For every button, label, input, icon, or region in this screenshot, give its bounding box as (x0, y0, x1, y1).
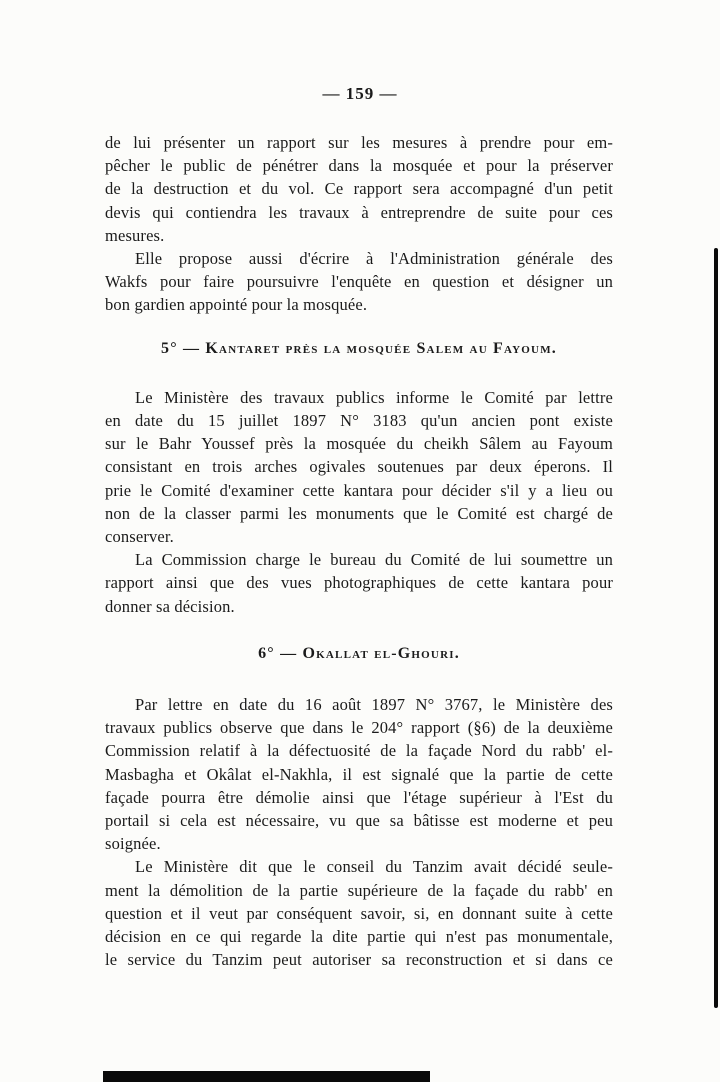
text-line: devis qui contiendra les travaux à entreprendre de suite pour ces (105, 202, 613, 222)
text-line: en date du 15 juillet 1897 N° 3183 qu'un ancien pont existe (105, 411, 613, 431)
text-line: façade pourra être démolie ainsi que l'étage supérieur à l'Est du (105, 787, 613, 807)
text-line: de la destruction et du vol. Ce rapport sera accompagné d'un petit (105, 179, 613, 199)
text-line: conserver. (105, 527, 174, 547)
section-heading: 6° — Okallat el-Ghouri. (258, 644, 460, 662)
text-block (105, 131, 613, 972)
text-line: mesures. (105, 225, 165, 245)
text-line: sur le Bahr Youssef près la mosquée du cheikh Sâlem au Fayoum (105, 434, 613, 454)
paragraph (105, 855, 613, 971)
text-line: travaux publics observe que dans le 204° rapport (§6) de la deuxième (105, 718, 613, 738)
paragraph (105, 386, 613, 548)
text-line: portail si cela est nécessaire, vu que sa bâtisse est moderne et peu (105, 811, 613, 831)
paragraph (105, 131, 613, 247)
paragraph (105, 548, 613, 618)
text-line: La Commission charge le bureau du Comité de lui soumettre un (135, 550, 613, 570)
text-line: rapport ainsi que des vues photographiques de cette kantara pour (105, 573, 613, 593)
text-line: Par lettre en date du 16 août 1897 N° 3767, le Ministère des (135, 695, 613, 715)
text-line: Le Ministère des travaux publics informe le Comité par lettre (135, 387, 613, 407)
scan-artifact-right-edge (714, 248, 718, 1008)
text-line: donner sa décision. (105, 596, 235, 616)
paragraph (105, 693, 613, 855)
text-line: prie le Comité d'examiner cette kantara pour décider s'il y a lieu ou (105, 480, 613, 500)
scan-artifact-bottom-bar (103, 1071, 430, 1082)
text-line: de lui présenter un rapport sur les mesures à prendre pour em- (105, 133, 613, 152)
text-line: Masbagha et Okâlat el-Nakhla, il est signalé que la partie de cette (105, 764, 613, 784)
text-line: bon gardien appointé pour la mosquée. (105, 295, 368, 315)
page-number: — 159 — (322, 84, 398, 103)
text-line: non de la classer parmi les monuments que le Comité est chargé de (105, 503, 613, 523)
text-line: le service du Tanzim peut autoriser sa reconstruction et si dans ce (105, 950, 613, 970)
text-line: soignée. (105, 834, 161, 854)
paragraph (105, 247, 613, 317)
text-line: Commission relatif à la défectuosité de la façade Nord du rabb' el- (105, 741, 613, 761)
text-line: pêcher le public de pénétrer dans la mosquée et pour la préserver (105, 156, 613, 176)
section-heading: 5° — Kantaret près la mosquée Salem au Fayoum. (161, 339, 557, 357)
text-line: consistant en trois arches ogivales soutenues par deux éperons. Il (105, 457, 613, 477)
text-line: question et il veut par conséquent savoir, si, en donnant suite à cette (105, 903, 613, 923)
text-line: Wakfs pour faire poursuivre l'enquête en question et désigner un (105, 272, 613, 292)
text-line: Le Ministère dit que le conseil du Tanzim avait décidé seule- (135, 857, 613, 877)
text-line: décision en ce qui regarde la dite partie qui n'est pas monumentale, (105, 927, 613, 947)
text-line: Elle propose aussi d'écrire à l'Administration générale des (135, 249, 613, 269)
text-line: ment la démolition de la partie supérieure de la façade du rabb' en (105, 880, 613, 900)
